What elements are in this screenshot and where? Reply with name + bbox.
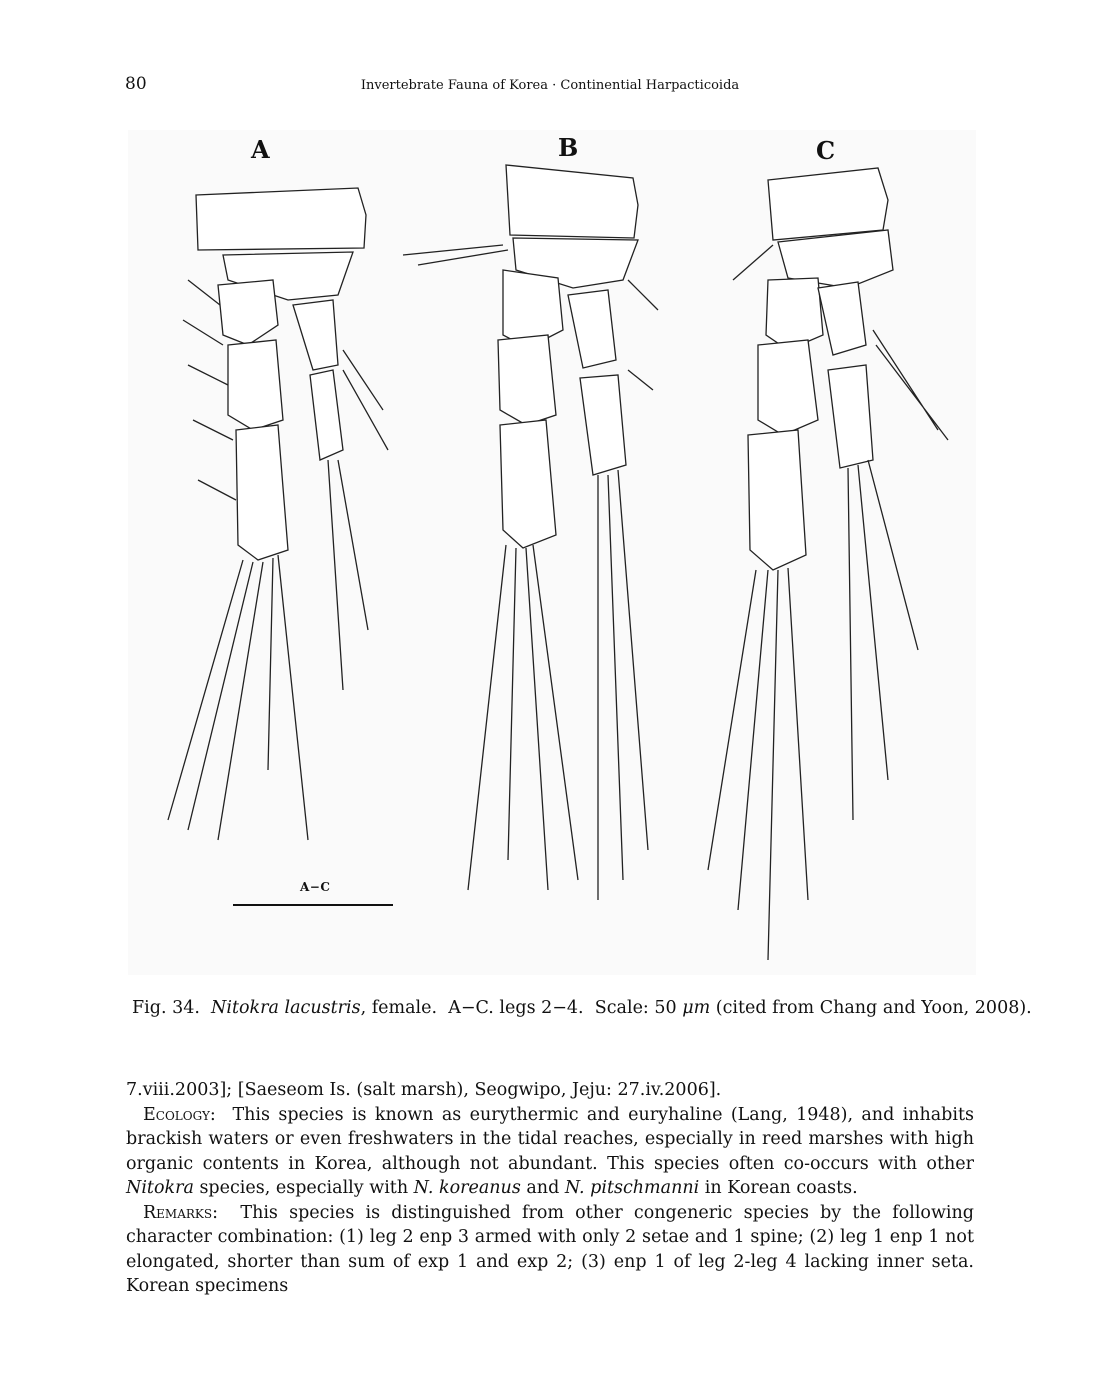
caption-prefix: Fig. 34. xyxy=(132,998,200,1018)
ecology-species-2: N. pitschmanni xyxy=(564,1178,700,1198)
scale-bar-label: A−C xyxy=(300,880,331,894)
leg-drawing-c xyxy=(708,168,948,960)
remarks-text: This species is distinguished from other congeneric species by the following character combination: (1) leg 2 enp 3 armed with only 2 setae and 1 spine; (2) leg 1 enp 1 not elongated, shorter than sum of exp 1 and exp 2; (3) enp 1 of leg 2-leg 4 lacking inner seta. Korean specimens xyxy=(126,1202,975,1296)
leg-illustrations xyxy=(128,130,976,975)
ecology-text-2: species, especially with xyxy=(193,1178,414,1198)
panel-label-b: B xyxy=(558,133,579,162)
caption-parts: A−C. legs 2−4. xyxy=(448,998,584,1018)
leg-drawing-a xyxy=(168,188,388,840)
remarks-heading: Remarks xyxy=(143,1202,213,1223)
ecology-species-1: N. koreanus xyxy=(413,1178,521,1198)
figure-caption xyxy=(132,998,1032,1018)
caption-scale: Scale: 50 xyxy=(594,998,677,1018)
caption-after-species: , female. xyxy=(360,998,438,1018)
ecology-text-1: This species is known as eurythermic and euryhaline (Lang, 1948), and inhabits brackish waters or even freshwaters in the tidal reaches, especially in reed marshes with high organic contents in Korea, although not abundant. This species often co-occurs with other xyxy=(126,1104,974,1174)
caption-species: Nitokra lacustris xyxy=(211,998,361,1018)
body-line-1: 7.viii.2003]; [Saeseom Is. (salt marsh), Seogwipo, Jeju: 27.iv.2006]. xyxy=(126,1080,722,1100)
body-text xyxy=(126,1078,974,1299)
caption-citation: (cited from Chang and Yoon, 2008). xyxy=(715,998,1032,1018)
caption-unit: μm xyxy=(682,998,711,1018)
ecology-genus: Nitokra xyxy=(126,1178,194,1198)
remarks-paragraph: Remarks: This species is distinguished from other congeneric species by the following character combination: (1) leg 2 enp 3 armed with only 2 setae and 1 spine; (2) leg 1 enp 1 not elongated, shorter than sum of exp 1 and exp 2; (3) enp 1 of leg 2-leg 4 lacking inner seta. Korean specimens xyxy=(126,1202,975,1296)
leg-drawing-b xyxy=(403,165,658,900)
scale-bar xyxy=(233,904,393,906)
panel-label-c: C xyxy=(816,136,836,165)
figure-34 xyxy=(128,130,976,975)
running-header: Invertebrate Fauna of Korea · Continential Harpacticoida xyxy=(360,78,740,93)
page-number: 80 xyxy=(125,74,147,94)
ecology-heading: Ecology xyxy=(143,1104,210,1125)
ecology-paragraph: Ecology: This species is known as eurythermic and euryhaline (Lang, 1948), and inhabits brackish waters or even freshwaters in the tidal reaches, especially in reed marshes with high organic contents in Korea, although not abundant. This species often co-occurs with other Nitokra species, especially with N. koreanus and N. pitschmanni in Korean coasts. xyxy=(126,1104,974,1198)
ecology-text-3: and xyxy=(520,1178,565,1198)
panel-label-a: A xyxy=(251,135,270,164)
ecology-text-4: in Korean coasts. xyxy=(699,1178,858,1198)
